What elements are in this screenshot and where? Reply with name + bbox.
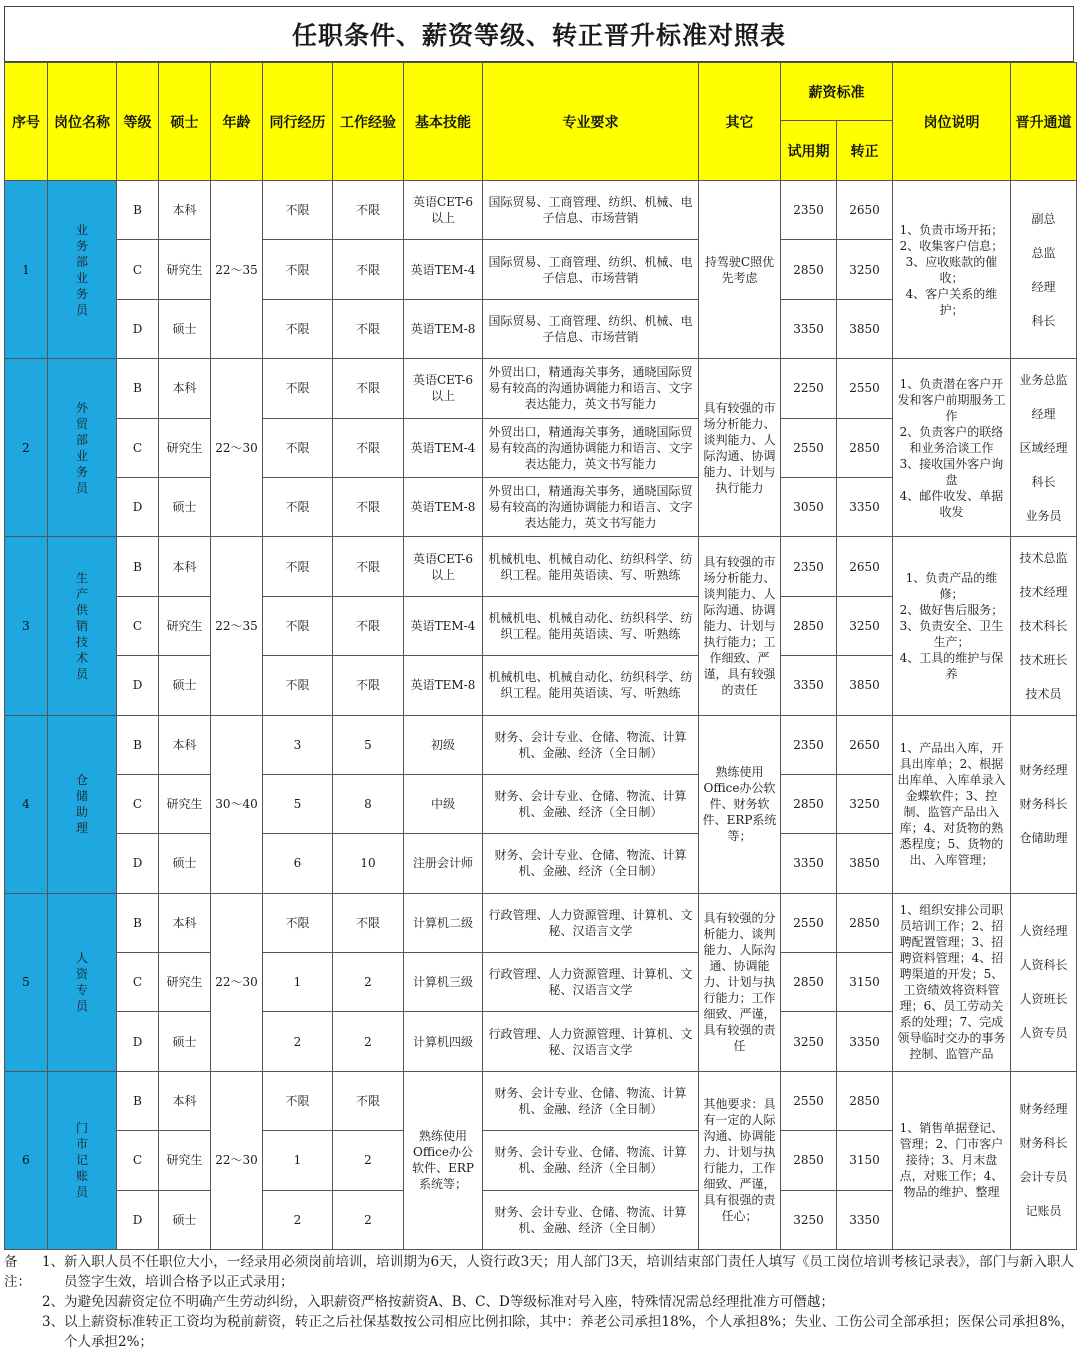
grade-cell: C bbox=[117, 953, 159, 1012]
regular-salary-cell: 3150 bbox=[837, 953, 893, 1012]
major-requirement-cell: 外贸出口，精通海关事务，通晓国际贸易有较高的沟通协调能力和语言、文字表达能力，英文书写能力 bbox=[483, 477, 699, 536]
regular-salary-cell: 2650 bbox=[837, 715, 893, 774]
education-cell: 硕士 bbox=[159, 834, 211, 893]
regular-salary-cell: 3350 bbox=[837, 477, 893, 536]
education-cell: 研究生 bbox=[159, 240, 211, 299]
regular-salary-cell: 2850 bbox=[837, 893, 893, 952]
industry-exp-cell: 不限 bbox=[263, 596, 333, 655]
regular-salary-cell: 3850 bbox=[837, 299, 893, 358]
post-description-cell: 1、组织安排公司职员培训工作；2、招聘配置管理；3、招聘资料管理；4、招聘渠道的开发；5、工资绩效将资料管理；6、员工劳动关系的处理；7、完成领导临时交办的事务控制、监管产品 bbox=[893, 893, 1011, 1071]
industry-exp-cell: 不限 bbox=[263, 537, 333, 596]
work-exp-cell: 不限 bbox=[333, 656, 404, 715]
header-promo: 晋升通道 bbox=[1011, 63, 1077, 181]
grade-cell: B bbox=[117, 359, 159, 418]
header-trial: 试用期 bbox=[781, 121, 837, 181]
skill-cell: 初级 bbox=[404, 715, 483, 774]
major-requirement-cell: 机械机电、机械自动化、纺织科学、纺织工程。能用英语读、写、听熟练 bbox=[483, 656, 699, 715]
regular-salary-cell: 2850 bbox=[837, 1071, 893, 1130]
promotion-level: 经理 bbox=[1030, 270, 1056, 304]
education-cell: 本科 bbox=[159, 1071, 211, 1130]
industry-exp-cell: 不限 bbox=[263, 893, 333, 952]
grade-cell: D bbox=[117, 477, 159, 536]
promotion-chain bbox=[1014, 541, 1073, 711]
industry-exp-cell: 不限 bbox=[263, 656, 333, 715]
regular-salary-cell: 3250 bbox=[837, 774, 893, 833]
other-requirement-cell: 具有较强的市场分析能力、谈判能力、人际沟通、协调能力、计划与执行能力；工作细致、严谨，具有较强的责任 bbox=[699, 537, 781, 715]
seq-number: 2 bbox=[5, 359, 48, 537]
age-cell: 22～35 bbox=[211, 181, 263, 359]
grade-cell: B bbox=[117, 715, 159, 774]
promotion-path-cell bbox=[1011, 1071, 1077, 1249]
promotion-chain bbox=[1014, 363, 1073, 533]
other-requirement-cell: 具有较强的分析能力、谈判能力、人际沟通、协调能力、计划与执行能力；工作细致、严谨，具有较强的责任 bbox=[699, 893, 781, 1071]
post-name bbox=[48, 893, 117, 1071]
major-requirement-cell: 国际贸易、工商管理、纺织、机械、电子信息、市场营销 bbox=[483, 299, 699, 358]
promotion-level: 总监 bbox=[1030, 236, 1056, 270]
industry-exp-cell: 2 bbox=[263, 1012, 333, 1071]
note-text: 以上薪资标准转正工资均为税前薪资，转正之后社保基数按公司相应比例扣除，其中：养老公司承担18%，个人承担8%；失业、工伤公司全部承担；医保公司承担8%，个人承担2%； bbox=[64, 1314, 1074, 1350]
trial-salary-cell: 2550 bbox=[781, 1071, 837, 1130]
industry-exp-cell: 不限 bbox=[263, 181, 333, 240]
grade-cell: D bbox=[117, 834, 159, 893]
regular-salary-cell: 3350 bbox=[837, 1012, 893, 1071]
other-requirement-cell: 具有较强的市场分析能力、谈判能力、人际沟通、协调能力、计划与执行能力 bbox=[699, 359, 781, 537]
post-name-text: 外贸部业务员 bbox=[75, 400, 88, 495]
promotion-chain bbox=[1014, 202, 1073, 338]
promotion-level: 业务员 bbox=[1024, 499, 1062, 533]
post-description-cell: 1、负责市场开拓； 2、收集客户信息； 3、应收账款的催收； 4、客户关系的维护； bbox=[893, 181, 1011, 359]
major-requirement-cell: 财务、会计专业、仓储、物流、计算机、金融、经济（全日制） bbox=[483, 1131, 699, 1190]
other-requirement-cell: 持驾驶C照优先考虑 bbox=[699, 181, 781, 359]
post-name bbox=[48, 359, 117, 537]
promotion-level: 人资专员 bbox=[1018, 1016, 1068, 1050]
promotion-level: 记账员 bbox=[1024, 1194, 1062, 1228]
grade-cell: B bbox=[117, 181, 159, 240]
work-exp-cell: 不限 bbox=[333, 181, 404, 240]
skill-cell: 英语TEM-4 bbox=[404, 418, 483, 477]
grade-cell: D bbox=[117, 299, 159, 358]
note-row-2 bbox=[4, 1292, 1074, 1312]
promotion-chain bbox=[1014, 753, 1073, 855]
skill-cell: 英语TEM-4 bbox=[404, 596, 483, 655]
table-row bbox=[5, 715, 1077, 774]
age-cell: 22～30 bbox=[211, 359, 263, 537]
education-cell: 研究生 bbox=[159, 1131, 211, 1190]
page-title: 任职条件、薪资等级、转正晋升标准对照表 bbox=[4, 6, 1074, 62]
education-cell: 研究生 bbox=[159, 953, 211, 1012]
seq-number: 5 bbox=[5, 893, 48, 1071]
grade-cell: D bbox=[117, 656, 159, 715]
table-body bbox=[5, 181, 1077, 1250]
major-requirement-cell: 行政管理、人力资源管理、计算机、文秘、汉语言文学 bbox=[483, 893, 699, 952]
promotion-level: 科长 bbox=[1030, 304, 1056, 338]
post-description-cell: 1、负责潜在客户开发和客户前期服务工作 2、负责客户的联络和业务洽谈工作 3、接收国外客户询盘 4、邮件收发、单据收发 bbox=[893, 359, 1011, 537]
regular-salary-cell: 3850 bbox=[837, 656, 893, 715]
education-cell: 硕士 bbox=[159, 656, 211, 715]
header-work-exp: 工作经验 bbox=[333, 63, 404, 181]
major-requirement-cell: 财务、会计专业、仓储、物流、计算机、金融、经济（全日制） bbox=[483, 1071, 699, 1130]
header-regular: 转正 bbox=[837, 121, 893, 181]
header-industry-exp: 同行经历 bbox=[263, 63, 333, 181]
skill-cell: 注册会计师 bbox=[404, 834, 483, 893]
major-requirement-cell: 财务、会计专业、仓储、物流、计算机、金融、经济（全日制） bbox=[483, 774, 699, 833]
promotion-level: 人资科长 bbox=[1018, 948, 1068, 982]
post-description-cell: 1、负责产品的维修； 2、做好售后服务； 3、负责安全、卫生生产； 4、工具的维护与保养 bbox=[893, 537, 1011, 715]
grade-cell: D bbox=[117, 1190, 159, 1249]
promotion-level: 区域经理 bbox=[1018, 431, 1068, 465]
promotion-path-cell bbox=[1011, 715, 1077, 893]
work-exp-cell: 不限 bbox=[333, 418, 404, 477]
education-cell: 硕士 bbox=[159, 1012, 211, 1071]
industry-exp-cell: 不限 bbox=[263, 418, 333, 477]
trial-salary-cell: 3350 bbox=[781, 299, 837, 358]
seq-number: 6 bbox=[5, 1071, 48, 1249]
header-skills: 基本技能 bbox=[404, 63, 483, 181]
skill-cell: 熟练使用Office办公软件、ERP系统等； bbox=[404, 1071, 483, 1249]
major-requirement-cell: 财务、会计专业、仓储、物流、计算机、金融、经济（全日制） bbox=[483, 834, 699, 893]
industry-exp-cell: 3 bbox=[263, 715, 333, 774]
note-number: 1、 bbox=[42, 1254, 65, 1270]
skill-cell: 计算机三级 bbox=[404, 953, 483, 1012]
header-age: 年龄 bbox=[211, 63, 263, 181]
notes bbox=[4, 1252, 1074, 1352]
header-post: 岗位名称 bbox=[48, 63, 117, 181]
education-cell: 研究生 bbox=[159, 596, 211, 655]
promotion-level: 技术经理 bbox=[1018, 575, 1068, 609]
trial-salary-cell: 2250 bbox=[781, 359, 837, 418]
promotion-level: 人资班长 bbox=[1018, 982, 1068, 1016]
education-cell: 硕士 bbox=[159, 477, 211, 536]
grade-cell: D bbox=[117, 1012, 159, 1071]
note-text: 新入职人员不任职位大小，一经录用必须岗前培训，培训期为6天，人资行政3天；用人部门3天，培训结束部门责任人填写《员工岗位培训考核记录表》，部门与新入职人员签字生效，培训合格予以正式录用； bbox=[64, 1254, 1074, 1290]
notes-label: 备注： bbox=[4, 1254, 31, 1290]
skill-cell: 英语TEM-4 bbox=[404, 240, 483, 299]
major-requirement-cell: 机械机电、机械自动化、纺织科学、纺织工程。能用英语读、写、听熟练 bbox=[483, 596, 699, 655]
trial-salary-cell: 2550 bbox=[781, 418, 837, 477]
grade-cell: C bbox=[117, 240, 159, 299]
skill-cell: 英语CET-6以上 bbox=[404, 537, 483, 596]
regular-salary-cell: 2850 bbox=[837, 418, 893, 477]
note-row-3 bbox=[4, 1312, 1074, 1352]
industry-exp-cell: 不限 bbox=[263, 1071, 333, 1130]
major-requirement-cell: 财务、会计专业、仓储、物流、计算机、金融、经济（全日制） bbox=[483, 1190, 699, 1249]
work-exp-cell: 不限 bbox=[333, 359, 404, 418]
promotion-level: 副总 bbox=[1030, 202, 1056, 236]
comparison-table bbox=[4, 62, 1077, 1250]
industry-exp-cell: 不限 bbox=[263, 240, 333, 299]
promotion-level: 财务经理 bbox=[1018, 1092, 1068, 1126]
industry-exp-cell: 不限 bbox=[263, 477, 333, 536]
promotion-level: 仓储助理 bbox=[1018, 821, 1068, 855]
header-desc: 岗位说明 bbox=[893, 63, 1011, 181]
table-row bbox=[5, 537, 1077, 596]
work-exp-cell: 不限 bbox=[333, 596, 404, 655]
trial-salary-cell: 2350 bbox=[781, 715, 837, 774]
industry-exp-cell: 不限 bbox=[263, 299, 333, 358]
regular-salary-cell: 2650 bbox=[837, 181, 893, 240]
grade-cell: C bbox=[117, 774, 159, 833]
work-exp-cell: 2 bbox=[333, 1190, 404, 1249]
skill-cell: 英语TEM-8 bbox=[404, 299, 483, 358]
post-description-cell: 1、销售单据登记、管理；2、门市客户接待；3、月末盘点，对账工作；4、物品的维护、整理 bbox=[893, 1071, 1011, 1249]
skill-cell: 中级 bbox=[404, 774, 483, 833]
major-requirement-cell: 财务、会计专业、仓储、物流、计算机、金融、经济（全日制） bbox=[483, 715, 699, 774]
grade-cell: B bbox=[117, 893, 159, 952]
grade-cell: B bbox=[117, 1071, 159, 1130]
table-row bbox=[5, 893, 1077, 952]
post-description-cell: 1、产品出入库，开具出库单；2、根据出库单、入库单录入金蝶软件；3、控制、监管产品出入库；4、对货物的熟悉程度；5、货物的出、入库管理； bbox=[893, 715, 1011, 893]
industry-exp-cell: 6 bbox=[263, 834, 333, 893]
post-name-text: 业务部业务员 bbox=[75, 222, 88, 317]
trial-salary-cell: 3250 bbox=[781, 1190, 837, 1249]
note-text: 为避免因薪资定位不明确产生劳动纠纷，入职薪资严格按薪资A、B、C、D等级标准对号入座，特殊情况需总经理批准方可僭越； bbox=[64, 1294, 834, 1310]
education-cell: 本科 bbox=[159, 359, 211, 418]
trial-salary-cell: 2350 bbox=[781, 537, 837, 596]
promotion-level: 经理 bbox=[1030, 397, 1056, 431]
skill-cell: 英语CET-6以上 bbox=[404, 359, 483, 418]
promotion-path-cell bbox=[1011, 537, 1077, 715]
table-row bbox=[5, 1071, 1077, 1130]
promotion-chain bbox=[1014, 1092, 1073, 1228]
promotion-level: 财务经理 bbox=[1018, 753, 1068, 787]
major-requirement-cell: 机械机电、机械自动化、纺织科学、纺织工程。能用英语读、写、听熟练 bbox=[483, 537, 699, 596]
promotion-level: 技术班长 bbox=[1018, 643, 1068, 677]
regular-salary-cell: 3250 bbox=[837, 240, 893, 299]
work-exp-cell: 10 bbox=[333, 834, 404, 893]
education-cell: 本科 bbox=[159, 537, 211, 596]
note-row-1 bbox=[4, 1252, 1074, 1292]
trial-salary-cell: 2850 bbox=[781, 596, 837, 655]
age-cell: 22～35 bbox=[211, 537, 263, 715]
major-requirement-cell: 行政管理、人力资源管理、计算机、文秘、汉语言文学 bbox=[483, 953, 699, 1012]
skill-cell: 英语TEM-8 bbox=[404, 656, 483, 715]
work-exp-cell: 不限 bbox=[333, 477, 404, 536]
header-major: 专业要求 bbox=[483, 63, 699, 181]
post-name bbox=[48, 715, 117, 893]
trial-salary-cell: 2550 bbox=[781, 893, 837, 952]
age-cell: 22～30 bbox=[211, 1071, 263, 1249]
trial-salary-cell: 2850 bbox=[781, 774, 837, 833]
skill-cell: 英语CET-6以上 bbox=[404, 181, 483, 240]
post-name-text: 人资专员 bbox=[75, 951, 88, 1014]
header-seq: 序号 bbox=[5, 63, 48, 181]
trial-salary-cell: 3350 bbox=[781, 656, 837, 715]
promotion-level: 会计专员 bbox=[1018, 1160, 1068, 1194]
note-number: 3、 bbox=[42, 1314, 65, 1330]
regular-salary-cell: 2550 bbox=[837, 359, 893, 418]
promotion-chain bbox=[1014, 914, 1073, 1050]
major-requirement-cell: 行政管理、人力资源管理、计算机、文秘、汉语言文学 bbox=[483, 1012, 699, 1071]
industry-exp-cell: 1 bbox=[263, 953, 333, 1012]
education-cell: 本科 bbox=[159, 893, 211, 952]
promotion-path-cell bbox=[1011, 181, 1077, 359]
trial-salary-cell: 3250 bbox=[781, 1012, 837, 1071]
seq-number: 3 bbox=[5, 537, 48, 715]
trial-salary-cell: 2850 bbox=[781, 1131, 837, 1190]
trial-salary-cell: 2850 bbox=[781, 240, 837, 299]
grade-cell: B bbox=[117, 537, 159, 596]
industry-exp-cell: 1 bbox=[263, 1131, 333, 1190]
age-cell: 30～40 bbox=[211, 715, 263, 893]
promotion-level: 财务科长 bbox=[1018, 1126, 1068, 1160]
major-requirement-cell: 外贸出口，精通海关事务，通晓国际贸易有较高的沟通协调能力和语言、文字表达能力，英文书写能力 bbox=[483, 359, 699, 418]
trial-salary-cell: 3050 bbox=[781, 477, 837, 536]
work-exp-cell: 2 bbox=[333, 1131, 404, 1190]
seq-number: 4 bbox=[5, 715, 48, 893]
seq-number: 1 bbox=[5, 181, 48, 359]
post-name-text: 门市记账员 bbox=[75, 1121, 88, 1200]
post-name bbox=[48, 1071, 117, 1249]
table-header bbox=[5, 63, 1077, 181]
work-exp-cell: 不限 bbox=[333, 299, 404, 358]
skill-cell: 计算机二级 bbox=[404, 893, 483, 952]
regular-salary-cell: 2650 bbox=[837, 537, 893, 596]
trial-salary-cell: 2850 bbox=[781, 953, 837, 1012]
regular-salary-cell: 3250 bbox=[837, 596, 893, 655]
grade-cell: C bbox=[117, 418, 159, 477]
work-exp-cell: 不限 bbox=[333, 893, 404, 952]
grade-cell: C bbox=[117, 596, 159, 655]
post-name bbox=[48, 537, 117, 715]
promotion-level: 技术科长 bbox=[1018, 609, 1068, 643]
trial-salary-cell: 3350 bbox=[781, 834, 837, 893]
major-requirement-cell: 国际贸易、工商管理、纺织、机械、电子信息、市场营销 bbox=[483, 240, 699, 299]
work-exp-cell: 不限 bbox=[333, 537, 404, 596]
industry-exp-cell: 2 bbox=[263, 1190, 333, 1249]
post-name-text: 仓储助理 bbox=[75, 773, 88, 836]
promotion-path-cell bbox=[1011, 359, 1077, 537]
promotion-level: 人资经理 bbox=[1018, 914, 1068, 948]
work-exp-cell: 8 bbox=[333, 774, 404, 833]
education-cell: 本科 bbox=[159, 181, 211, 240]
trial-salary-cell: 2350 bbox=[781, 181, 837, 240]
note-number: 2、 bbox=[42, 1294, 65, 1310]
promotion-path-cell bbox=[1011, 893, 1077, 1071]
post-name-text: 生产供销技术员 bbox=[75, 570, 88, 681]
other-requirement-cell: 其他要求：具有一定的人际沟通、协调能力、计划与执行能力，工作细致、严谨，具有很强的责任心； bbox=[699, 1071, 781, 1249]
header-grade: 等级 bbox=[117, 63, 159, 181]
major-requirement-cell: 外贸出口，精通海关事务，通晓国际贸易有较高的沟通协调能力和语言、文字表达能力，英文书写能力 bbox=[483, 418, 699, 477]
regular-salary-cell: 3850 bbox=[837, 834, 893, 893]
skill-cell: 计算机四级 bbox=[404, 1012, 483, 1071]
education-cell: 硕士 bbox=[159, 1190, 211, 1249]
other-requirement-cell: 熟练使用Office办公软件、财务软件、ERP系统等； bbox=[699, 715, 781, 893]
regular-salary-cell: 3150 bbox=[837, 1131, 893, 1190]
education-cell: 本科 bbox=[159, 715, 211, 774]
promotion-level: 技术员 bbox=[1024, 677, 1062, 711]
table-row bbox=[5, 181, 1077, 240]
table-row bbox=[5, 359, 1077, 418]
work-exp-cell: 5 bbox=[333, 715, 404, 774]
education-cell: 硕士 bbox=[159, 299, 211, 358]
major-requirement-cell: 国际贸易、工商管理、纺织、机械、电子信息、市场营销 bbox=[483, 181, 699, 240]
age-cell: 22～30 bbox=[211, 893, 263, 1071]
promotion-level: 技术总监 bbox=[1018, 541, 1068, 575]
promotion-level: 科长 bbox=[1030, 465, 1056, 499]
work-exp-cell: 不限 bbox=[333, 1071, 404, 1130]
grade-cell: C bbox=[117, 1131, 159, 1190]
header-other: 其它 bbox=[699, 63, 781, 181]
education-cell: 研究生 bbox=[159, 418, 211, 477]
promotion-level: 财务科长 bbox=[1018, 787, 1068, 821]
header-edu: 硕士 bbox=[159, 63, 211, 181]
regular-salary-cell: 3350 bbox=[837, 1190, 893, 1249]
post-name bbox=[48, 181, 117, 359]
header-salary: 薪资标准 bbox=[781, 63, 893, 121]
industry-exp-cell: 不限 bbox=[263, 359, 333, 418]
industry-exp-cell: 5 bbox=[263, 774, 333, 833]
work-exp-cell: 2 bbox=[333, 1012, 404, 1071]
work-exp-cell: 2 bbox=[333, 953, 404, 1012]
promotion-level: 业务总监 bbox=[1018, 363, 1068, 397]
education-cell: 研究生 bbox=[159, 774, 211, 833]
work-exp-cell: 不限 bbox=[333, 240, 404, 299]
skill-cell: 英语TEM-8 bbox=[404, 477, 483, 536]
